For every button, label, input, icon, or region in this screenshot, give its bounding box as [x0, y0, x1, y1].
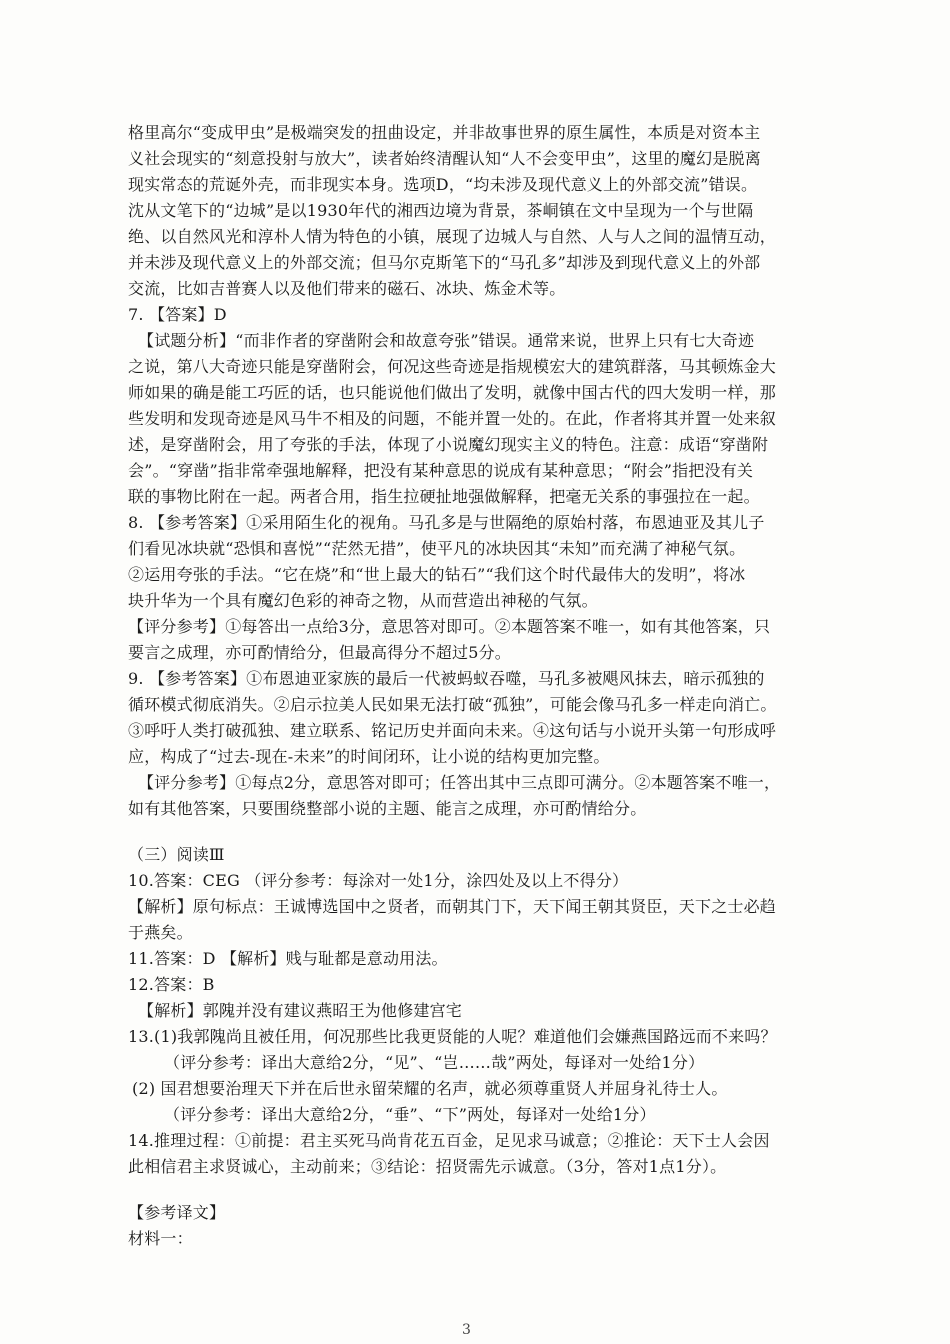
text-line: 应，构成了“过去-现在-未来”的时间闭环，让小说的结构更加完整。: [128, 747, 610, 766]
paragraph: [128, 894, 823, 946]
text-line: 交流，比如吉普赛人以及他们带来的磁石、冰块、炼金术等。: [128, 279, 566, 298]
text-line: ②运用夸张的手法。“它在烧”和“世上最大的钻石”“我们这个时代最伟大的发明”，将冰: [128, 565, 746, 584]
text-line: 7. 【答案】D: [128, 305, 227, 324]
text-line: 要言之成理，亦可酌情给分，但最高得分不超过5分。: [128, 643, 511, 662]
text-line: 10.答案：CEG （评分参考：每涂对一处1分，涂四处及以上不得分）: [128, 871, 629, 890]
text-line: ③呼吁人类打破孤独、建立联系、铭记历史并面向未来。④这句话与小说开头第一句形成呼: [128, 721, 777, 740]
text-line: 【试题分析】“而非作者的穿凿附会和故意夸张”错误。通常来说，世界上只有七大奇迹: [138, 331, 755, 350]
text-line: （三）阅读Ⅲ: [128, 845, 225, 864]
text-line: 9. 【参考答案】①布恩迪亚家族的最后一代被蚂蚁吞噬，马孔多被飓风抹去，暗示孤独的: [128, 669, 765, 688]
text-line: 循环模式彻底消失。②启示拉美人民如果无法打破“孤独”，可能会像马孔多一样走向消亡。: [128, 695, 777, 714]
paragraph: [128, 1076, 823, 1102]
text-line: 并未涉及现代意义上的外部交流；但马尔克斯笔下的“马孔多”却涉及到现代意义上的外部: [128, 253, 761, 272]
paragraph: [128, 328, 823, 510]
paragraph: [128, 120, 823, 302]
paragraph: [128, 666, 823, 770]
text-line: 8. 【参考答案】①采用陌生化的视角。马孔多是与世隔绝的原始村落，布恩迪亚及其儿子: [128, 513, 765, 532]
paragraph: [128, 1024, 823, 1050]
text-line: 此相信君主求贤诚心，主动前来；③结论：招贤需先示诚意。（3分，答对1点1分）。: [128, 1157, 727, 1176]
text-line: 【评分参考】①每点2分，意思答对即可；任答出其中三点即可满分。②本题答案不唯一，: [138, 773, 781, 792]
text-line: 如有其他答案，只要围绕整部小说的主题、能言之成理，亦可酌情给分。: [128, 799, 647, 818]
paragraph: [128, 1050, 823, 1076]
paragraph: [128, 510, 823, 614]
text-line: 们看见冰块就“恐惧和喜悦”“茫然无措”，使平凡的冰块因其“未知”而充满了神秘气氛。: [128, 539, 746, 558]
text-line: 材料一：: [128, 1229, 193, 1248]
paragraph: [128, 1128, 823, 1180]
text-line: 13.(1)我郭隗尚且被任用，何况那些比我更贤能的人呢？难道他们会嫌燕国路远而不来吗？: [128, 1027, 777, 1046]
text-line: 【解析】原句标点：王诚博选国中之贤者，而朝其门下，天下闻王朝其贤臣，天下之士必趋: [128, 897, 777, 916]
text-line: 【参考译文】: [128, 1203, 226, 1222]
text-line: 【评分参考】①每答出一点给3分，意思答对即可。②本题答案不唯一，如有其他答案，只: [128, 617, 771, 636]
paragraph: [128, 946, 823, 972]
text-line: （评分参考：译出大意给2分，“垂”、“下”两处，每译对一处给1分）: [164, 1105, 656, 1124]
paragraph: [128, 614, 823, 666]
text-line: 会”。“穿凿”指非常牵强地解释，把没有某种意思的说成有某种意思；“附会”指把没有关: [128, 461, 754, 480]
page-number: 3: [462, 1322, 471, 1338]
paragraph: [128, 1200, 823, 1226]
paragraph: [128, 1226, 823, 1252]
paragraph: [128, 842, 823, 868]
text-line: (2) 国君想要治理天下并在后世永留荣耀的名声，就必须尊重贤人并屈身礼待士人。: [132, 1079, 728, 1098]
document-body: [128, 120, 823, 1252]
paragraph: [128, 1102, 823, 1128]
text-line: 联的事物比附在一起。两者合用，指生拉硬扯地强做解释，把毫无关系的事强拉在一起。: [128, 487, 760, 506]
paragraph: [128, 868, 823, 894]
section-gap: [128, 1180, 823, 1200]
text-line: 11.答案：D 【解析】贱与耻都是意动用法。: [128, 949, 448, 968]
text-line: 块升华为一个具有魔幻色彩的神奇之物，从而营造出神秘的气氛。: [128, 591, 598, 610]
section-gap: [128, 822, 823, 842]
text-line: 沈从文笔下的“边城”是以1930年代的湘西边境为背景，茶峒镇在文中呈现为一个与世隔: [128, 201, 754, 220]
text-line: 绝、以自然风光和淳朴人情为特色的小镇，展现了边城人与自然、人与人之间的温情互动，: [128, 227, 777, 246]
text-line: 些发明和发现奇迹是风马牛不相及的问题，不能并置一处的。在此，作者将其并置一处来叙: [128, 409, 777, 428]
paragraph: [128, 302, 823, 328]
text-line: 述，是穿凿附会，用了夸张的手法，体现了小说魔幻现实主义的特色。注意：成语“穿凿附: [128, 435, 769, 454]
text-line: 14.推理过程：①前提：君主买死马尚肯花五百金，足见求马诚意；②推论：天下士人会因: [128, 1131, 770, 1150]
text-line: 12.答案：B: [128, 975, 215, 994]
paragraph: [128, 770, 823, 822]
text-line: 于燕矣。: [128, 923, 193, 942]
paragraph: [128, 998, 823, 1024]
text-line: （评分参考：译出大意给2分，“见”、“岂……哉”两处，每译对一处给1分）: [164, 1053, 705, 1072]
text-line: 义社会现实的“刻意投射与放大”，读者始终清醒认知“人不会变甲虫”，这里的魔幻是脱离: [128, 149, 761, 168]
text-line: 之说，第八大奇迹只能是穿凿附会，何况这些奇迹是指规模宏大的建筑群落，马其顿炼金大: [128, 357, 777, 376]
text-line: 师如果的确是能工巧匠的话，也只能说他们做出了发明，就像中国古代的四大发明一样，那: [128, 383, 777, 402]
text-line: 现实常态的荒诞外壳，而非现实本身。选项D，“均未涉及现代意义上的外部交流”错误。: [128, 175, 758, 194]
paragraph: [128, 972, 823, 998]
text-line: 格里高尔“变成甲虫”是极端突发的扭曲设定，并非故事世界的原生属性，本质是对资本主: [128, 123, 761, 142]
text-line: 【解析】郭隗并没有建议燕昭王为他修建宫宅: [138, 1001, 463, 1020]
